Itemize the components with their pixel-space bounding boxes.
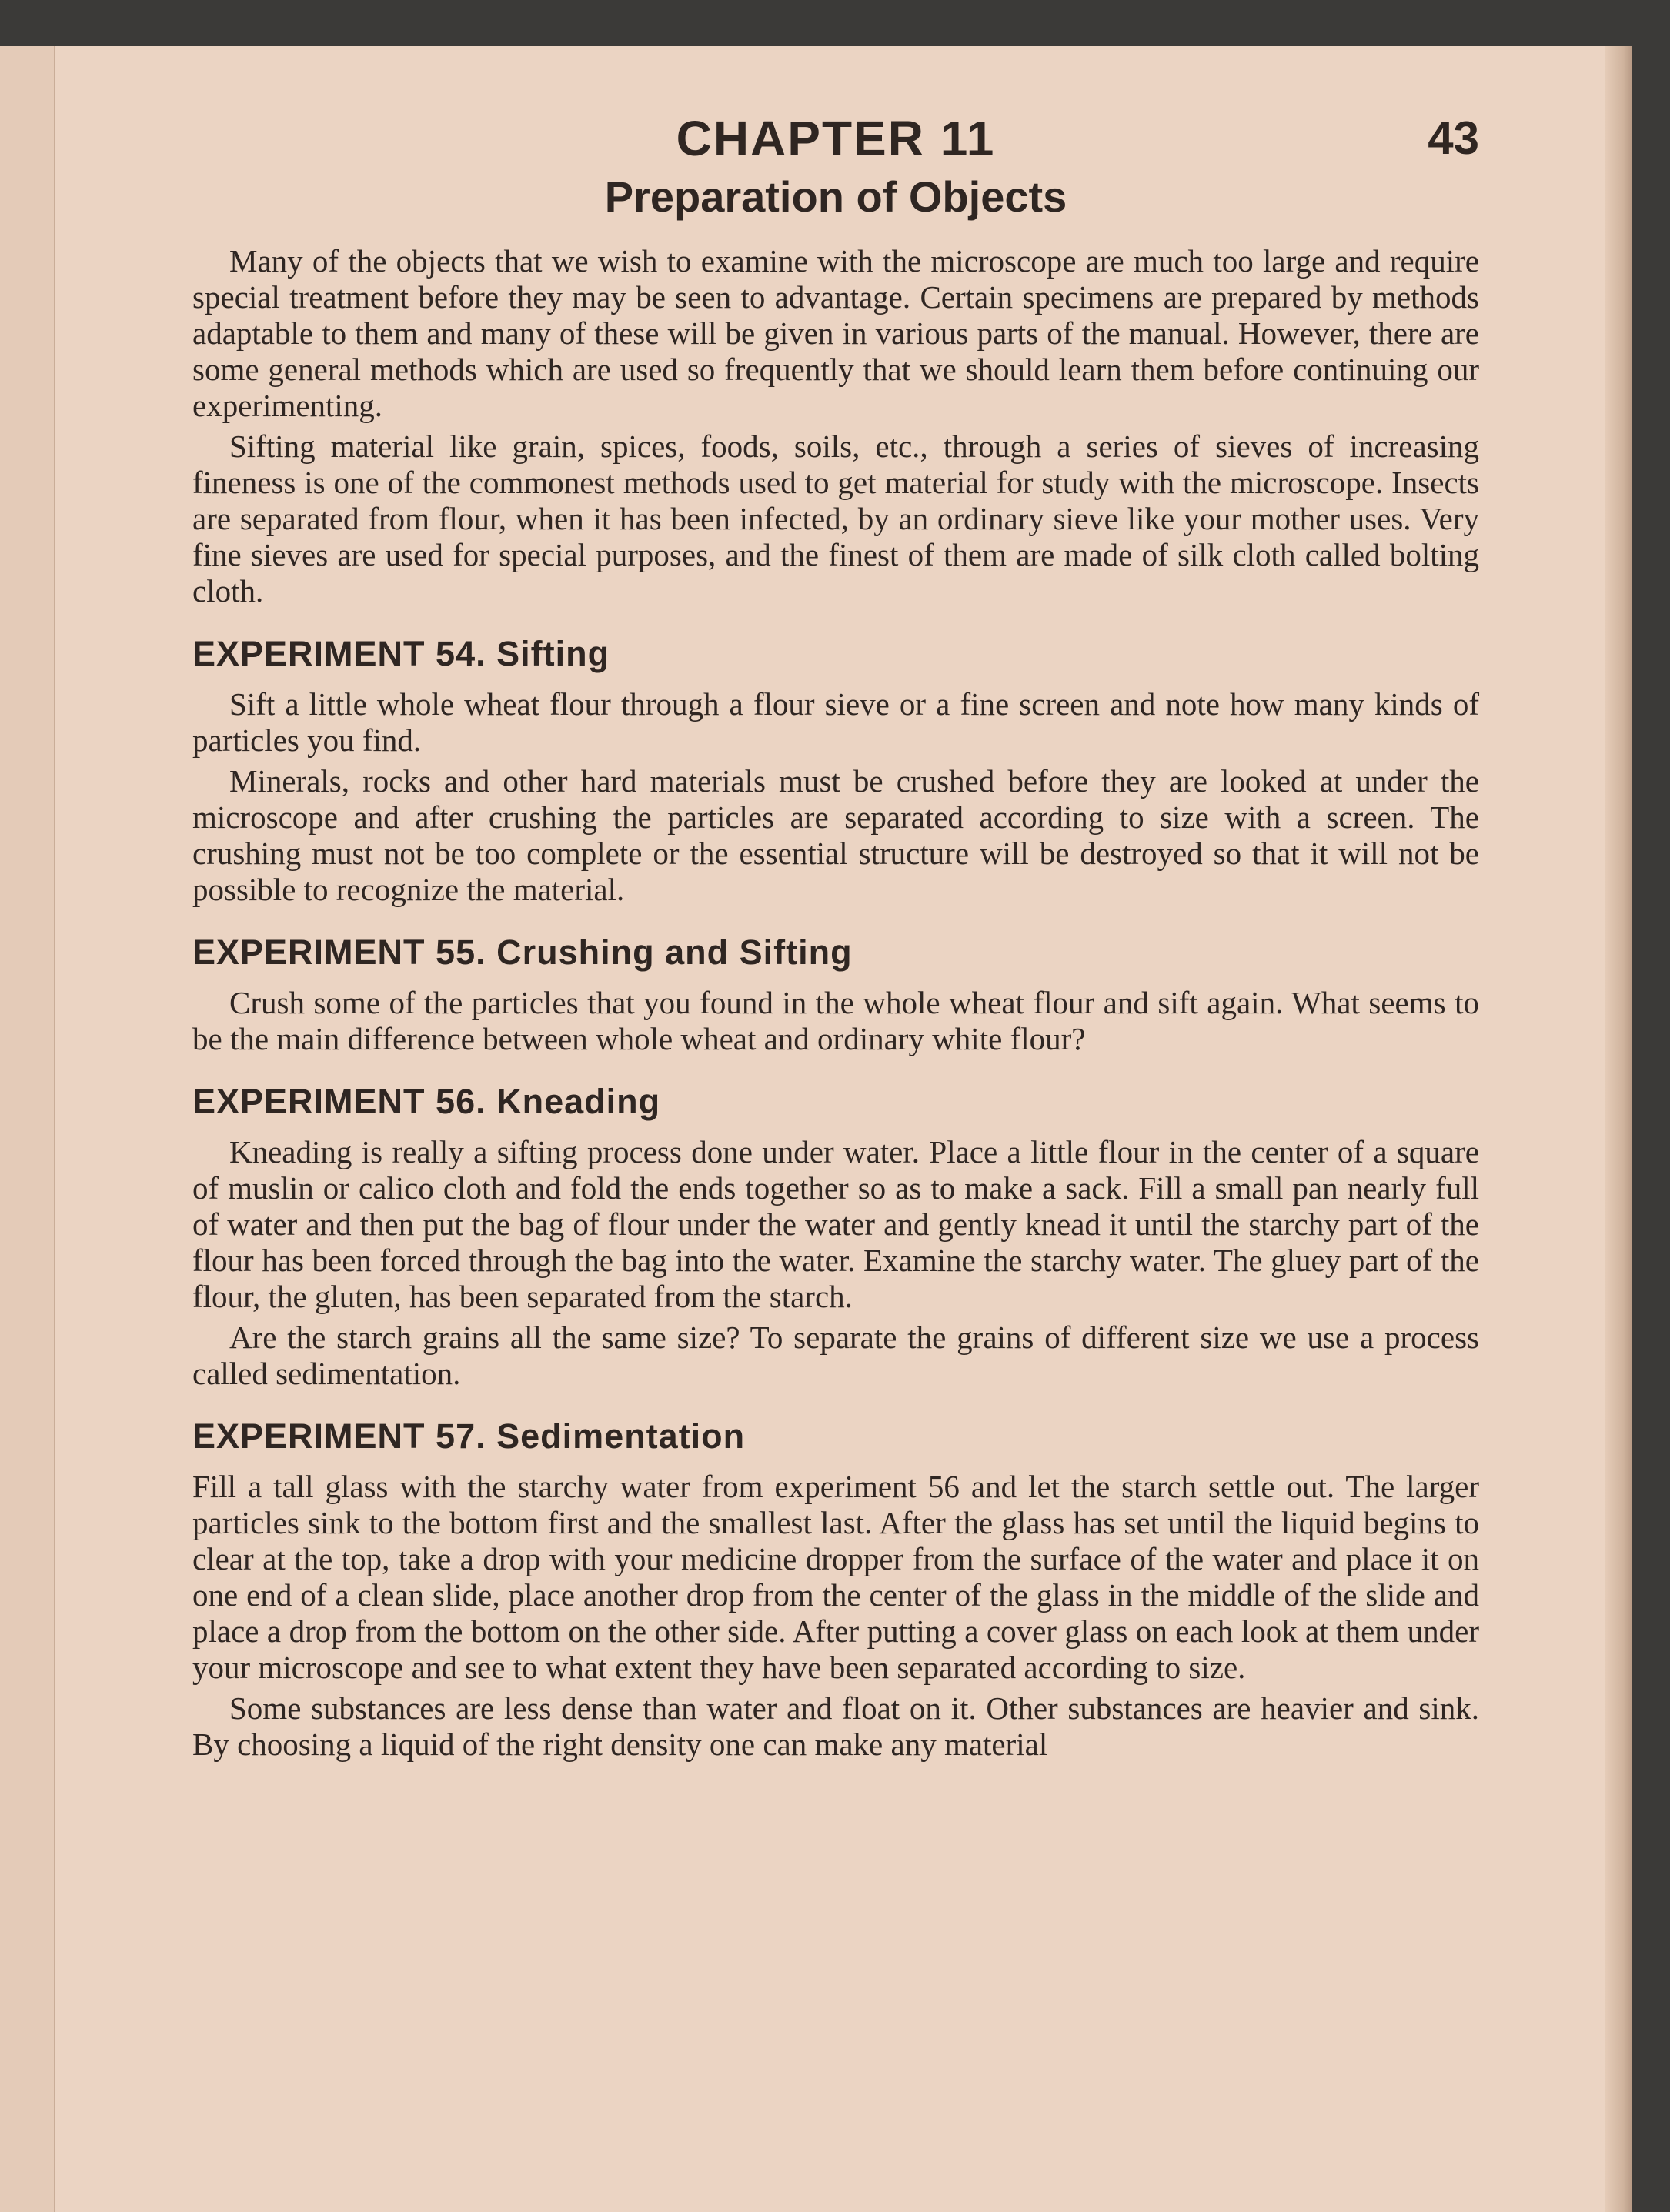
experiment-title: Crushing and Sifting	[496, 933, 853, 972]
experiment-number: EXPERIMENT 57.	[192, 1416, 486, 1456]
chapter-heading: CHAPTER 11	[676, 111, 996, 166]
experiment-54	[192, 631, 1479, 908]
experiment-number: EXPERIMENT 56.	[192, 1082, 486, 1121]
experiment-57	[192, 1413, 1479, 1763]
previous-page-edge	[0, 46, 55, 2212]
page-content	[192, 108, 1479, 1767]
experiment-paragraph: Crush some of the particles that you found in the whole wheat flour and sift again. What seems to be the main difference between whole wheat and ordinary white flour?	[192, 985, 1479, 1056]
experiment-heading	[192, 929, 1479, 976]
experiment-title: Sifting	[496, 634, 610, 673]
experiment-heading	[192, 1413, 1479, 1460]
experiment-heading	[192, 631, 1479, 677]
experiment-number: EXPERIMENT 55.	[192, 933, 486, 972]
experiment-title: Sedimentation	[496, 1416, 746, 1456]
intro-paragraph: Sifting material like grain, spices, foods, soils, etc., through a series of sieves of increasing fineness is one of the commonest methods used to get material for study with the microscope. Insects are separated from flour, when it has been infected, by an ordinary sieve like your mother uses. Very fine sieves are used for special purposes, and the finest of them are made of silk cloth called bolting cloth.	[192, 429, 1479, 609]
experiment-56	[192, 1079, 1479, 1392]
experiment-paragraph: Minerals, rocks and other hard materials must be crushed before they are looked at under the microscope and after crushing the particles are separated according to size with a screen. The crushing must not be too complete or the essential structure will be destroyed so that it will not be possible to recognize the material.	[192, 763, 1479, 907]
experiment-paragraph: Sift a little whole wheat flour through a flour sieve or a fine screen and note how many kinds of particles you find.	[192, 686, 1479, 758]
experiment-paragraph: Some substances are less dense than water and float on it. Other substances are heavier and sink. By choosing a liquid of the right density one can make any material	[192, 1690, 1479, 1762]
experiment-title: Kneading	[496, 1082, 661, 1121]
chapter-title: Preparation of Objects	[604, 172, 1067, 221]
experiment-paragraph: Are the starch grains all the same size? To separate the grains of different size we use a process called sedimentation.	[192, 1320, 1479, 1391]
page-number: 43	[1428, 112, 1479, 164]
page-stack-edge	[1605, 46, 1632, 2212]
intro-paragraph: Many of the objects that we wish to examine with the microscope are much too large and require special treatment before they may be seen to advantage. Certain specimens are prepared by methods adaptable to them and many of these will be given in various parts of the manual. However, there are some general methods which are used so frequently that we should learn them before continuing our experimenting.	[192, 243, 1479, 423]
experiment-heading	[192, 1079, 1479, 1125]
experiment-paragraph: Fill a tall glass with the starchy water from experiment 56 and let the starch settle out. The larger particles sink to the bottom first and the smallest last. After the glass has set until the liquid begins to clear at the top, take a drop with your medicine dropper from the surface of the water and place it on one end of a clean slide, place another drop from the center of the glass in the middle of the slide and place a drop from the bottom on the other side. After putting a cover glass on each look at them under your microscope and see to what extent they have been separated according to size.	[192, 1469, 1479, 1685]
experiment-paragraph: Kneading is really a sifting process done under water. Place a little flour in the center of a square of muslin or calico cloth and fold the ends together so as to make a sack. Fill a small pan nearly full of water and then put the bag of flour under the water and gently knead it until the starchy part of the flour has been forced through the bag into the water. Examine the starchy water. The gluey part of the flour, the gluten, has been separated from the starch.	[192, 1134, 1479, 1314]
experiment-55	[192, 929, 1479, 1057]
experiment-number: EXPERIMENT 54.	[192, 634, 486, 673]
